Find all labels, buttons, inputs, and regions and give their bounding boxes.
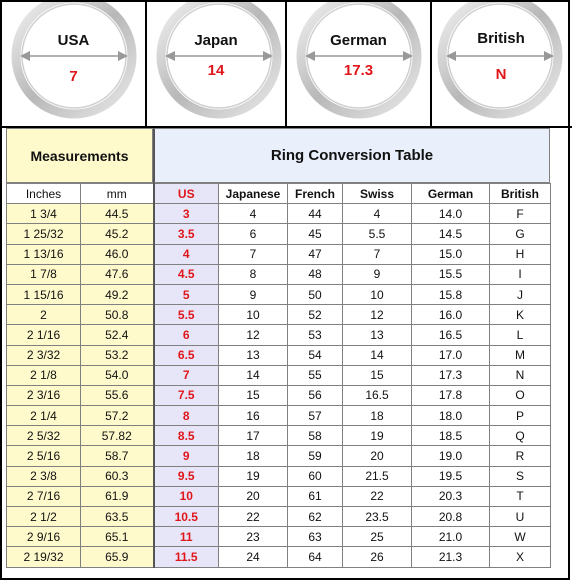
- table-cell: U: [490, 507, 551, 527]
- table-cell: 5.5: [154, 305, 219, 325]
- table-row: [7, 305, 551, 325]
- table-cell: J: [490, 284, 551, 304]
- column-header: mm: [81, 184, 154, 204]
- table-cell: 47: [288, 244, 343, 264]
- table-cell: 4.5: [154, 264, 219, 284]
- table-cell: 14.0: [412, 204, 490, 224]
- table-row: [7, 325, 551, 345]
- table-cell: 5.5: [343, 224, 412, 244]
- table-cell: Q: [490, 426, 551, 446]
- table-cell: 1 3/4: [7, 204, 81, 224]
- table-cell: 11: [154, 527, 219, 547]
- table-row: [7, 547, 551, 567]
- table-cell: 50.8: [81, 305, 154, 325]
- table-cell: 14.5: [412, 224, 490, 244]
- table-cell: 62: [288, 507, 343, 527]
- table-cell: 60: [288, 466, 343, 486]
- table-cell: 53.2: [81, 345, 154, 365]
- table-cell: 4: [219, 204, 288, 224]
- table-cell: 9: [343, 264, 412, 284]
- ring-value: N: [495, 66, 507, 83]
- table-cell: 18.0: [412, 406, 490, 426]
- table-cell: 54: [288, 345, 343, 365]
- table-cell: 10: [154, 486, 219, 506]
- table-cell: 2 1/8: [7, 365, 81, 385]
- table-row: [7, 527, 551, 547]
- table-cell: 4: [154, 244, 219, 264]
- table-cell: 61.9: [81, 486, 154, 506]
- table-cell: 52.4: [81, 325, 154, 345]
- table-cell: 23.5: [343, 507, 412, 527]
- table-cell: 3.5: [154, 224, 219, 244]
- table-cell: 7: [343, 244, 412, 264]
- table-cell: 2 1/4: [7, 406, 81, 426]
- table-row: [7, 426, 551, 446]
- table-cell: 20.3: [412, 486, 490, 506]
- table-cell: 12: [343, 305, 412, 325]
- table-cell: 2: [7, 305, 81, 325]
- table-row: [7, 486, 551, 506]
- table-cell: 15.8: [412, 284, 490, 304]
- table-cell: T: [490, 486, 551, 506]
- table-cell: 22: [219, 507, 288, 527]
- table-cell: 2 7/16: [7, 486, 81, 506]
- table-cell: 10.5: [154, 507, 219, 527]
- table-cell: 1 25/32: [7, 224, 81, 244]
- table-cell: 17.3: [412, 365, 490, 385]
- table-cell: 20: [219, 486, 288, 506]
- ring-british: [432, 2, 570, 126]
- table-cell: 58: [288, 426, 343, 446]
- table-cell: 57: [288, 406, 343, 426]
- table-cell: 65.9: [81, 547, 154, 567]
- table-cell: 16.5: [343, 385, 412, 405]
- ring-label: British: [477, 30, 525, 47]
- table-cell: 15.0: [412, 244, 490, 264]
- table-cell: 52: [288, 305, 343, 325]
- table-cell: 13: [219, 345, 288, 365]
- table-cell: 45: [288, 224, 343, 244]
- table-row: [7, 224, 551, 244]
- table-cell: 9: [154, 446, 219, 466]
- table-cell: 5: [154, 284, 219, 304]
- table-cell: 3: [154, 204, 219, 224]
- table-row: [7, 466, 551, 486]
- table-cell: 53: [288, 325, 343, 345]
- table-cell: 57.82: [81, 426, 154, 446]
- table-cell: 44.5: [81, 204, 154, 224]
- table-cell: 63: [288, 527, 343, 547]
- column-header: Japanese: [219, 184, 288, 204]
- table-cell: 20.8: [412, 507, 490, 527]
- table-cell: 59: [288, 446, 343, 466]
- table-cell: H: [490, 244, 551, 264]
- ring-japan: [147, 2, 287, 126]
- ring-value: 17.3: [343, 62, 374, 79]
- table-cell: R: [490, 446, 551, 466]
- table-cell: S: [490, 466, 551, 486]
- table-row: [7, 385, 551, 405]
- table-cell: 21.0: [412, 527, 490, 547]
- column-header: British: [490, 184, 551, 204]
- table-cell: M: [490, 345, 551, 365]
- table-cell: 1 7/8: [7, 264, 81, 284]
- table-cell: 2 3/32: [7, 345, 81, 365]
- column-header: German: [412, 184, 490, 204]
- table-cell: 2 9/16: [7, 527, 81, 547]
- table-cell: 48: [288, 264, 343, 284]
- table-cell: 19: [219, 466, 288, 486]
- table-cell: L: [490, 325, 551, 345]
- table-cell: 4: [343, 204, 412, 224]
- table-cell: 10: [219, 305, 288, 325]
- table-cell: 26: [343, 547, 412, 567]
- table-cell: 15.5: [412, 264, 490, 284]
- table-row: [7, 264, 551, 284]
- table-cell: I: [490, 264, 551, 284]
- ring-value: 14: [207, 62, 225, 79]
- table-cell: 6: [154, 325, 219, 345]
- table-cell: 2 5/32: [7, 426, 81, 446]
- table-cell: 2 5/16: [7, 446, 81, 466]
- table-cell: 54.0: [81, 365, 154, 385]
- ring-graphic-icon: [432, 2, 570, 126]
- column-header: Swiss: [343, 184, 412, 204]
- table-cell: 18: [343, 406, 412, 426]
- table-cell: 9: [219, 284, 288, 304]
- table-cell: 44: [288, 204, 343, 224]
- table-cell: 7: [154, 365, 219, 385]
- table-cell: 13: [343, 325, 412, 345]
- table-cell: 9.5: [154, 466, 219, 486]
- table-cell: 64: [288, 547, 343, 567]
- table-row: [7, 244, 551, 264]
- table-cell: 55: [288, 365, 343, 385]
- table-row: [7, 365, 551, 385]
- table-cell: 60.3: [81, 466, 154, 486]
- table-cell: 2 3/8: [7, 466, 81, 486]
- ring-usa: [2, 2, 147, 126]
- table-cell: 7.5: [154, 385, 219, 405]
- table-title: Ring Conversion Table: [153, 128, 550, 183]
- table-cell: 6: [219, 224, 288, 244]
- ring-conversion-table: [6, 183, 551, 568]
- ring-label: German: [330, 32, 387, 49]
- table-cell: X: [490, 547, 551, 567]
- table-cell: 50: [288, 284, 343, 304]
- ring-german: [287, 2, 432, 126]
- table-cell: 19: [343, 426, 412, 446]
- table-cell: 25: [343, 527, 412, 547]
- table-cell: G: [490, 224, 551, 244]
- table-cell: 20: [343, 446, 412, 466]
- table-cell: 16.0: [412, 305, 490, 325]
- table-cell: 14: [219, 365, 288, 385]
- table-cell: 17.0: [412, 345, 490, 365]
- table-cell: 2 19/32: [7, 547, 81, 567]
- table-cell: 17.8: [412, 385, 490, 405]
- table-cell: 2 3/16: [7, 385, 81, 405]
- table-cell: 19.0: [412, 446, 490, 466]
- table-cell: 17: [219, 426, 288, 446]
- table-cell: W: [490, 527, 551, 547]
- table-cell: 65.1: [81, 527, 154, 547]
- ring-label: USA: [57, 32, 90, 49]
- table-cell: 12: [219, 325, 288, 345]
- table-row: [7, 446, 551, 466]
- table-cell: 49.2: [81, 284, 154, 304]
- table-row: [7, 204, 551, 224]
- table-cell: P: [490, 406, 551, 426]
- table-row: [7, 406, 551, 426]
- table-cell: 18.5: [412, 426, 490, 446]
- table-cell: 63.5: [81, 507, 154, 527]
- column-header: Inches: [7, 184, 81, 204]
- table-cell: 61: [288, 486, 343, 506]
- column-header: French: [288, 184, 343, 204]
- table-cell: 57.2: [81, 406, 154, 426]
- table-cell: 23: [219, 527, 288, 547]
- table-cell: 47.6: [81, 264, 154, 284]
- table-cell: 45.2: [81, 224, 154, 244]
- table-cell: 10: [343, 284, 412, 304]
- table-cell: 16: [219, 406, 288, 426]
- table-cell: 1 15/16: [7, 284, 81, 304]
- table-cell: 7: [219, 244, 288, 264]
- table-row: [7, 284, 551, 304]
- table-cell: 56: [288, 385, 343, 405]
- table-cell: N: [490, 365, 551, 385]
- table-row: [7, 345, 551, 365]
- table-cell: 15: [343, 365, 412, 385]
- table-cell: 15: [219, 385, 288, 405]
- table-cell: 2 1/16: [7, 325, 81, 345]
- ring-value: 7: [69, 68, 78, 85]
- table-cell: 58.7: [81, 446, 154, 466]
- table-cell: 14: [343, 345, 412, 365]
- table-cell: 46.0: [81, 244, 154, 264]
- table-cell: 6.5: [154, 345, 219, 365]
- table-cell: F: [490, 204, 551, 224]
- table-cell: 8: [154, 406, 219, 426]
- measurements-header: Measurements: [6, 128, 153, 183]
- table-cell: 18: [219, 446, 288, 466]
- table-cell: 1 13/16: [7, 244, 81, 264]
- table-header-row: [7, 184, 551, 204]
- table-cell: 8.5: [154, 426, 219, 446]
- table-cell: 22: [343, 486, 412, 506]
- table-cell: 8: [219, 264, 288, 284]
- ring-graphic-icon: [2, 2, 145, 126]
- table-cell: 21.3: [412, 547, 490, 567]
- column-header: US: [154, 184, 219, 204]
- table-cell: K: [490, 305, 551, 325]
- table-cell: 16.5: [412, 325, 490, 345]
- table-cell: 11.5: [154, 547, 219, 567]
- ring-illustrations-row: [2, 2, 572, 128]
- table-cell: O: [490, 385, 551, 405]
- table-cell: 2 1/2: [7, 507, 81, 527]
- table-cell: 55.6: [81, 385, 154, 405]
- table-cell: 21.5: [343, 466, 412, 486]
- table-row: [7, 507, 551, 527]
- table-cell: 24: [219, 547, 288, 567]
- ring-label: Japan: [194, 32, 238, 49]
- table-cell: 19.5: [412, 466, 490, 486]
